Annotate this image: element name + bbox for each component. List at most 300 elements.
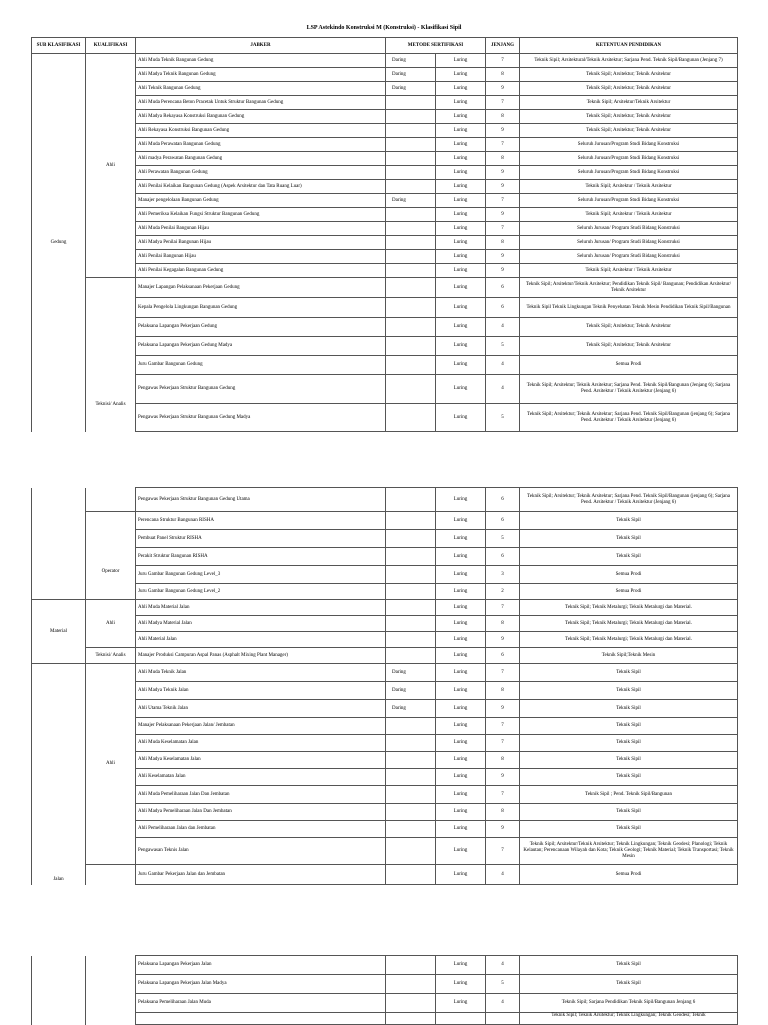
table-row — [32, 222, 738, 236]
table-row — [32, 124, 738, 138]
header-metode-sertifikasi: METODE SERTIFIKASI — [386, 38, 486, 54]
jabker-cell: Juru Gambar Bangunan Gedung Level_3 — [136, 566, 386, 584]
table-row — [32, 735, 738, 752]
metode-daring-cell — [386, 600, 436, 616]
metode-luring-cell: Luring — [436, 222, 486, 236]
table-row — [32, 821, 738, 838]
ketentuan-cell: Teknik Sipil; Teknik Arsitektur; Teknik Lingkungan; Teknik Geodesi; Teknik — [520, 1013, 738, 1025]
metode-daring-cell — [386, 769, 436, 786]
jenjang-cell: 7 — [486, 735, 520, 752]
jabker-cell: Perencana Struktur Bangunan RISHA — [136, 512, 386, 530]
sub-klasifikasi-cell: Jalan — [32, 664, 86, 885]
jabker-cell: Pengawas Pekerjaan Struktur Bangunan Gedung Madya — [136, 404, 386, 432]
table-row — [32, 994, 738, 1013]
metode-luring-cell: Luring — [436, 616, 486, 632]
ketentuan-cell: Teknik Sipil — [520, 821, 738, 838]
jabker-cell: Manajer Pelaksanaan Pekerjaan Jalan/ Jembatan — [136, 718, 386, 735]
jabker-cell: Juru Gambar Pekerjaan Jalan dan Jembatan — [136, 865, 386, 885]
metode-daring-cell — [386, 110, 436, 124]
ketentuan-cell: Seluruh Jurusan/Program Studi Bidang Konstruksi — [520, 138, 738, 152]
ketentuan-cell: Seluruh Jurusan/ Program Studi Bidang Konstruksi — [520, 236, 738, 250]
metode-luring-cell: Luring — [436, 68, 486, 82]
ketentuan-cell: Teknik Sipil — [520, 512, 738, 530]
jenjang-cell: 9 — [486, 208, 520, 222]
table-row — [32, 1013, 738, 1025]
metode-luring-cell: Luring — [436, 632, 486, 648]
metode-daring-cell — [386, 1013, 436, 1025]
jabker-cell: Pelaksana Lapangan Pekerjaan Jalan Madya — [136, 975, 386, 994]
ketentuan-cell: Seluruh Jurusan/ Program Studi Bidang Konstruksi — [520, 250, 738, 264]
jenjang-cell: 7 — [486, 786, 520, 804]
table-row — [32, 337, 738, 356]
jenjang-cell: 6 — [486, 648, 520, 664]
jabker-cell: Manajer pengelolaan Bangunan Gedung — [136, 194, 386, 208]
metode-luring-cell: Luring — [436, 208, 486, 222]
ketentuan-cell: Teknik Sipil — [520, 718, 738, 735]
table-row — [32, 318, 738, 337]
jenjang-cell: 7 — [486, 138, 520, 152]
metode-luring-cell: Luring — [436, 356, 486, 375]
table-row — [32, 68, 738, 82]
metode-luring-cell: Luring — [436, 166, 486, 180]
ketentuan-cell: Teknik Sipil — [520, 530, 738, 548]
ketentuan-cell: Semua Prodi — [520, 356, 738, 375]
table-row — [32, 404, 738, 432]
jabker-cell: Ahli Pemeriksa Kelaikan Fungsi Struktur Bangunan Gedung — [136, 208, 386, 222]
table-row — [32, 584, 738, 600]
metode-luring-cell: Luring — [436, 975, 486, 994]
jenjang-cell: 6 — [486, 548, 520, 566]
jabker-cell: Ahli Penilai Kegagalan Bangunan Gedung — [136, 264, 386, 278]
metode-daring-cell — [386, 375, 436, 404]
jenjang-cell: 9 — [486, 180, 520, 194]
ketentuan-cell: Seluruh Jurusan/Program Studi Bidang Konstruksi — [520, 166, 738, 180]
metode-daring-cell — [386, 138, 436, 152]
metode-luring-cell: Luring — [436, 735, 486, 752]
jabker-cell — [136, 1013, 386, 1025]
metode-luring-cell: Luring — [436, 512, 486, 530]
jenjang-cell: 6 — [486, 488, 520, 512]
ketentuan-cell: Teknik Sipil — [520, 975, 738, 994]
jenjang-cell: 5 — [486, 975, 520, 994]
ketentuan-cell: Teknik Sipil; Arsitektur / Teknik Arsitektur — [520, 180, 738, 194]
table-row — [32, 838, 738, 865]
metode-luring-cell: Luring — [436, 956, 486, 975]
metode-luring-cell: Luring — [436, 682, 486, 700]
jenjang-cell: 9 — [486, 632, 520, 648]
metode-luring-cell: Luring — [436, 264, 486, 278]
jabker-cell: Ahli Madya Teknik Bangunan Gedung — [136, 68, 386, 82]
metode-luring-cell: Luring — [436, 804, 486, 821]
sub-klasifikasi-cell: Material — [32, 600, 86, 664]
jenjang-cell: 8 — [486, 110, 520, 124]
metode-luring-cell: Luring — [436, 96, 486, 110]
kualifikasi-cell: Ahli — [86, 54, 136, 278]
metode-daring-cell — [386, 208, 436, 222]
jenjang-cell: 6 — [486, 278, 520, 298]
metode-daring-cell — [386, 865, 436, 885]
metode-daring-cell — [386, 584, 436, 600]
jenjang-cell: 8 — [486, 804, 520, 821]
jabker-cell: Juru Gambar Bangunan Gedung Level_2 — [136, 584, 386, 600]
jabker-cell: Ahli Muda Material Jalan — [136, 600, 386, 616]
kualifikasi-cell: Ahli — [86, 664, 136, 865]
kualifikasi-cell: Teknisi/ Analis — [86, 648, 136, 664]
metode-daring-cell — [386, 548, 436, 566]
metode-daring-cell — [386, 530, 436, 548]
ketentuan-cell: Teknik Sipil ; Pend. Teknik Sipil/Bangunan — [520, 786, 738, 804]
metode-daring-cell: Daring — [386, 194, 436, 208]
jenjang-cell — [486, 1013, 520, 1025]
jenjang-cell: 9 — [486, 166, 520, 180]
jabker-cell: Ahli Muda Perawatan Bangunan Gedung — [136, 138, 386, 152]
metode-luring-cell: Luring — [436, 124, 486, 138]
jenjang-cell: 9 — [486, 124, 520, 138]
jenjang-cell: 7 — [486, 194, 520, 208]
metode-luring-cell: Luring — [436, 700, 486, 718]
metode-luring-cell: Luring — [436, 664, 486, 682]
ketentuan-cell: Teknik Sipil; Arsitektur; Teknik Arsitektur — [520, 124, 738, 138]
ketentuan-cell: Seluruh Jurusan/Program Studi Bidang Konstruksi — [520, 194, 738, 208]
jabker-cell: Ahli Teknik Bangunan Gedung — [136, 82, 386, 96]
jabker-cell: Ahli Pemeliharaan Jalan dan Jembatan — [136, 821, 386, 838]
metode-luring-cell: Luring — [436, 404, 486, 432]
jenjang-cell: 3 — [486, 566, 520, 584]
jabker-cell: Ahli Muda Perencana Beton Pracetak Untuk Struktur Bangunan Gedung — [136, 96, 386, 110]
metode-luring-cell: Luring — [436, 718, 486, 735]
jenjang-cell: 9 — [486, 769, 520, 786]
metode-luring-cell: Luring — [436, 865, 486, 885]
metode-luring-cell: Luring — [436, 584, 486, 600]
jenjang-cell: 8 — [486, 68, 520, 82]
classification-table-page-1 — [31, 37, 738, 432]
jabker-cell: Perakit Struktur Bangunan RISHA — [136, 548, 386, 566]
jenjang-cell: 4 — [486, 375, 520, 404]
metode-daring-cell — [386, 124, 436, 138]
kualifikasi-cell: Teknisi/ Analis — [86, 278, 136, 432]
metode-luring-cell: Luring — [436, 769, 486, 786]
metode-daring-cell: Daring — [386, 682, 436, 700]
kualifikasi-cell: Ahli — [86, 600, 136, 648]
ketentuan-cell: Teknik Sipil; Arsitektur; Teknik Arsitektur — [520, 82, 738, 96]
jabker-cell: Ahli Muda Teknik Jalan — [136, 664, 386, 682]
metode-luring-cell: Luring — [436, 600, 486, 616]
ketentuan-cell: Semua Prodi — [520, 865, 738, 885]
metode-daring-cell: Daring — [386, 664, 436, 682]
ketentuan-cell: Teknik Sipil; Arsitektur / Teknik Arsitektur — [520, 264, 738, 278]
metode-daring-cell — [386, 804, 436, 821]
ketentuan-cell: Teknik Sipil — [520, 700, 738, 718]
table-row — [32, 488, 738, 512]
table-row — [32, 96, 738, 110]
table-row — [32, 786, 738, 804]
metode-daring-cell — [386, 96, 436, 110]
jenjang-cell: 7 — [486, 54, 520, 68]
jabker-cell: Pelaksana Lapangan Pekerjaan Gedung Madya — [136, 337, 386, 356]
jenjang-cell: 4 — [486, 956, 520, 975]
table-row — [32, 648, 738, 664]
ketentuan-cell: Teknik Sipil; Arsitektur; Teknik Arsitektur; Sarjana Pend. Teknik Sipil/Bangunan (Jenjang 6); Sarjana Pend. Arsitektur / Teknik Arsitektur (Jenjang 6) — [520, 375, 738, 404]
ketentuan-cell: Teknik Sipil; Arsitektur/Teknik Arsitektur; Pendidikan Teknik Sipil/ Bangunan; Pendidikan Arsitektur/ Teknik Arsitektur — [520, 278, 738, 298]
metode-daring-cell — [386, 632, 436, 648]
classification-table-page-2 — [31, 487, 738, 885]
metode-daring-cell — [386, 264, 436, 278]
jenjang-cell: 9 — [486, 82, 520, 96]
jabker-cell: Ahli Keselamatan Jalan — [136, 769, 386, 786]
ketentuan-cell: Teknik Sipil; Arsitektur; Teknik Arsitektur — [520, 337, 738, 356]
ketentuan-cell: Teknik Sipil — [520, 804, 738, 821]
ketentuan-cell: Teknik Sipil; Arsitektur/Teknik Arsitektur — [520, 96, 738, 110]
table-row — [32, 236, 738, 250]
jabker-cell: Manajer Produksi Campuran Aspal Panas (Asphalt Mixing Plant Manager) — [136, 648, 386, 664]
table-row — [32, 718, 738, 735]
table-row — [32, 138, 738, 152]
jabker-cell: Ahli Madya Material Jalan — [136, 616, 386, 632]
metode-luring-cell: Luring — [436, 375, 486, 404]
metode-daring-cell — [386, 250, 436, 264]
table-row — [32, 166, 738, 180]
ketentuan-cell: Teknik Sipil;Teknik Mesin — [520, 648, 738, 664]
table-row — [32, 632, 738, 648]
jenjang-cell: 8 — [486, 152, 520, 166]
metode-daring-cell — [386, 786, 436, 804]
metode-daring-cell — [386, 994, 436, 1013]
ketentuan-cell: Teknik Sipil; Arsitektur; Teknik Arsitektur — [520, 68, 738, 82]
jenjang-cell: 5 — [486, 404, 520, 432]
jabker-cell: Ahli Madya Teknik Jalan — [136, 682, 386, 700]
metode-daring-cell — [386, 512, 436, 530]
jenjang-cell: 7 — [486, 718, 520, 735]
metode-daring-cell — [386, 337, 436, 356]
table-row — [32, 600, 738, 616]
ketentuan-cell: Teknik Sipil; Arsitektur; Teknik Arsitektur — [520, 318, 738, 337]
metode-luring-cell: Luring — [436, 298, 486, 318]
table-row — [32, 194, 738, 208]
metode-luring-cell: Luring — [436, 278, 486, 298]
metode-luring-cell: Luring — [436, 530, 486, 548]
header-sub-klasifikasi: SUB KLASIFIKASI — [32, 38, 86, 54]
ketentuan-cell: Teknik Sipil; Arsitektur / Teknik Arsitektur — [520, 208, 738, 222]
jenjang-cell: 9 — [486, 700, 520, 718]
sub-klasifikasi-cell — [32, 488, 86, 600]
table-header-row — [32, 38, 738, 54]
metode-daring-cell — [386, 222, 436, 236]
ketentuan-cell: Teknik Sipil; Arsitektural/Teknik Arsitektur; Sarjana Pend. Teknik Sipil/Bangunan (Jenjang 7) — [520, 54, 738, 68]
table-row — [32, 956, 738, 975]
metode-luring-cell: Luring — [436, 548, 486, 566]
ketentuan-cell: Teknik Sipil — [520, 956, 738, 975]
metode-luring-cell: Luring — [436, 318, 486, 337]
jabker-cell: Ahli Penilai Bangunan Hijau — [136, 250, 386, 264]
kualifikasi-cell — [86, 956, 136, 1025]
metode-daring-cell — [386, 298, 436, 318]
metode-daring-cell — [386, 236, 436, 250]
jabker-cell: Pengawas Pekerjaan Struktur Bangunan Gedung Utama — [136, 488, 386, 512]
metode-daring-cell — [386, 152, 436, 166]
jabker-cell: Pengawas Pekerjaan Struktur Bangunan Gedung — [136, 375, 386, 404]
ketentuan-cell: Seluruh Jurusan/Program Studi Bidang Konstruksi — [520, 152, 738, 166]
metode-luring-cell: Luring — [436, 250, 486, 264]
metode-luring-cell: Luring — [436, 180, 486, 194]
metode-daring-cell — [386, 821, 436, 838]
jabker-cell: Ahli Rekayasa Konstruksi Bangunan Gedung — [136, 124, 386, 138]
metode-luring-cell: Luring — [436, 566, 486, 584]
jenjang-cell: 5 — [486, 530, 520, 548]
jenjang-cell: 4 — [486, 865, 520, 885]
metode-daring-cell: Daring — [386, 700, 436, 718]
table-row — [32, 264, 738, 278]
metode-daring-cell: Daring — [386, 68, 436, 82]
metode-daring-cell — [386, 648, 436, 664]
table-row — [32, 975, 738, 994]
ketentuan-cell: Teknik Sipil — [520, 682, 738, 700]
metode-daring-cell — [386, 735, 436, 752]
jenjang-cell: 7 — [486, 96, 520, 110]
ketentuan-cell: Semua Prodi — [520, 584, 738, 600]
table-row — [32, 700, 738, 718]
table-row — [32, 769, 738, 786]
jabker-cell: Ahli Madya Pemeliharaan Jalan Dan Jembatan — [136, 804, 386, 821]
jenjang-cell: 9 — [486, 264, 520, 278]
kualifikasi-cell — [86, 488, 136, 512]
jabker-cell: Pelaksana Lapangan Pekerjaan Gedung — [136, 318, 386, 337]
metode-daring-cell: Daring — [386, 54, 436, 68]
ketentuan-cell: Teknik Sipil; Teknik Metalurgi; Teknik Metalurgi dan Material. — [520, 616, 738, 632]
kualifikasi-cell: Operator — [86, 512, 136, 600]
ketentuan-cell: Teknik Sipil; Teknik Metalurgi; Teknik Metalurgi dan Material. — [520, 632, 738, 648]
jenjang-cell: 9 — [486, 821, 520, 838]
jenjang-cell: 4 — [486, 318, 520, 337]
table-row — [32, 110, 738, 124]
metode-daring-cell — [386, 718, 436, 735]
table-row — [32, 250, 738, 264]
jabker-cell: Ahli Madya Penilai Bangunan Hijau — [136, 236, 386, 250]
metode-luring-cell: Luring — [436, 786, 486, 804]
metode-daring-cell — [386, 956, 436, 975]
jenjang-cell: 8 — [486, 752, 520, 769]
ketentuan-cell: Teknik Sipil — [520, 752, 738, 769]
table-row — [32, 865, 738, 885]
jabker-cell: Pelaksana Pemeliharaan Jalan Muda — [136, 994, 386, 1013]
jenjang-cell: 5 — [486, 337, 520, 356]
jenjang-cell: 7 — [486, 600, 520, 616]
jenjang-cell: 7 — [486, 222, 520, 236]
jabker-cell: Pembuat Panel Struktur RISHA — [136, 530, 386, 548]
metode-luring-cell: Luring — [436, 488, 486, 512]
header-jenjang: JENJANG — [486, 38, 520, 54]
metode-luring-cell: Luring — [436, 337, 486, 356]
header-kualifikasi: KUALIFIKASI — [86, 38, 136, 54]
metode-daring-cell: Daring — [386, 82, 436, 96]
table-row — [32, 54, 738, 68]
ketentuan-cell: Seluruh Jurusan/ Program Studi Bidang Konstruksi — [520, 222, 738, 236]
jenjang-cell: 2 — [486, 584, 520, 600]
metode-daring-cell — [386, 488, 436, 512]
jenjang-cell: 4 — [486, 994, 520, 1013]
metode-daring-cell — [386, 278, 436, 298]
metode-luring-cell: Luring — [436, 82, 486, 96]
table-row — [32, 804, 738, 821]
metode-daring-cell — [386, 616, 436, 632]
ketentuan-cell: Teknik Sipil; Sarjana Pendidikan Teknik Sipil/Bangunan Jenjang 6 — [520, 994, 738, 1013]
jabker-cell: Ahli Muda Penilai Bangunan Hijau — [136, 222, 386, 236]
jenjang-cell: 7 — [486, 838, 520, 865]
kualifikasi-cell — [86, 865, 136, 885]
metode-daring-cell — [386, 752, 436, 769]
table-row — [32, 82, 738, 96]
metode-daring-cell — [386, 404, 436, 432]
jenjang-cell: 4 — [486, 356, 520, 375]
jabker-cell: Ahli madya Perawatan Bangunan Gedung — [136, 152, 386, 166]
jabker-cell: Ahli Madya Keselamatan Jalan — [136, 752, 386, 769]
metode-daring-cell — [386, 166, 436, 180]
metode-luring-cell: Luring — [436, 821, 486, 838]
metode-luring-cell: Luring — [436, 54, 486, 68]
header-jabker: JABKER — [136, 38, 386, 54]
ketentuan-cell: Teknik Sipil; Arsitektur/Teknik Arsitektur; Teknik Lingkungan; Teknik Geodesi; Planologi; Teknik Kelautan; Perencanaan Wilayah dan Kota; Teknik Geologi; Teknik Material; Teknik Transportasi; Teknik Mesin — [520, 838, 738, 865]
metode-luring-cell: Luring — [436, 236, 486, 250]
ketentuan-cell: Teknik Sipil; Arsitektur; Teknik Arsitektur; Sarjana Pend. Teknik Sipil/Bangunan (jenjang 6); Sarjana Pend. Arsitektur / Teknik Arsitektur (Jenjang 6) — [520, 404, 738, 432]
jabker-cell: Ahli Utama Teknik Jalan — [136, 700, 386, 718]
sub-klasifikasi-cell: Gedung — [32, 54, 86, 432]
metode-daring-cell — [386, 975, 436, 994]
jabker-cell: Pengawasan Teknis Jalan — [136, 838, 386, 865]
header-ketentuan-pendidikan: KETENTUAN PENDIDIKAN — [520, 38, 738, 54]
jenjang-cell: 6 — [486, 298, 520, 318]
metode-luring-cell — [436, 1013, 486, 1025]
metode-luring-cell: Luring — [436, 194, 486, 208]
ketentuan-cell: Teknik Sipil; Arsitektur; Teknik Arsitektur — [520, 110, 738, 124]
ketentuan-cell: Semua Prodi — [520, 566, 738, 584]
ketentuan-cell: Teknik Sipil — [520, 548, 738, 566]
table-row — [32, 298, 738, 318]
metode-luring-cell: Luring — [436, 138, 486, 152]
jabker-cell: Ahli Penilai Kelaikan Bangunan Gedung (Aspek Arsitektur dan Tata Ruang Luar) — [136, 180, 386, 194]
ketentuan-cell: Teknik Sipil; Teknik Metalurgi; Teknik Metalurgi dan Material. — [520, 600, 738, 616]
table-row — [32, 664, 738, 682]
table-row — [32, 566, 738, 584]
jenjang-cell: 7 — [486, 664, 520, 682]
table-row — [32, 278, 738, 298]
metode-luring-cell: Luring — [436, 648, 486, 664]
jabker-cell: Ahli Perawatan Bangunan Gedung — [136, 166, 386, 180]
table-row — [32, 752, 738, 769]
jenjang-cell: 6 — [486, 512, 520, 530]
jenjang-cell: 8 — [486, 236, 520, 250]
table-row — [32, 530, 738, 548]
table-row — [32, 512, 738, 530]
jabker-cell: Kepala Pengelola Lingkungan Bangunan Gedung — [136, 298, 386, 318]
metode-daring-cell — [386, 180, 436, 194]
metode-daring-cell — [386, 318, 436, 337]
table-row — [32, 180, 738, 194]
jabker-cell: Ahli Muda Pemeliharaan Jalan Dan Jembatan — [136, 786, 386, 804]
metode-daring-cell — [386, 356, 436, 375]
jabker-cell: Ahli Muda Teknik Bangunan Gedung — [136, 54, 386, 68]
jenjang-cell: 9 — [486, 250, 520, 264]
sub-klasifikasi-cell — [32, 956, 86, 1025]
table-row — [32, 208, 738, 222]
metode-daring-cell — [386, 838, 436, 865]
jabker-cell: Ahli Muda Keselamatan Jalan — [136, 735, 386, 752]
ketentuan-cell: Teknik Sipil — [520, 664, 738, 682]
table-row — [32, 152, 738, 166]
jabker-cell: Manajer Lapangan Pelaksanaan Pekerjaan Gedung — [136, 278, 386, 298]
jabker-cell: Ahli Madya Rekayasa Konstruksi Bangunan Gedung — [136, 110, 386, 124]
metode-daring-cell — [386, 566, 436, 584]
metode-luring-cell: Luring — [436, 994, 486, 1013]
ketentuan-cell: Teknik Sipil; Arsitektur; Teknik Arsitektur; Sarjana Pend. Teknik Sipil/Bangunan (jenjang 6); Sarjana Pend. Arsitektur / Teknik Arsitektur (Jenjang 6) — [520, 488, 738, 512]
